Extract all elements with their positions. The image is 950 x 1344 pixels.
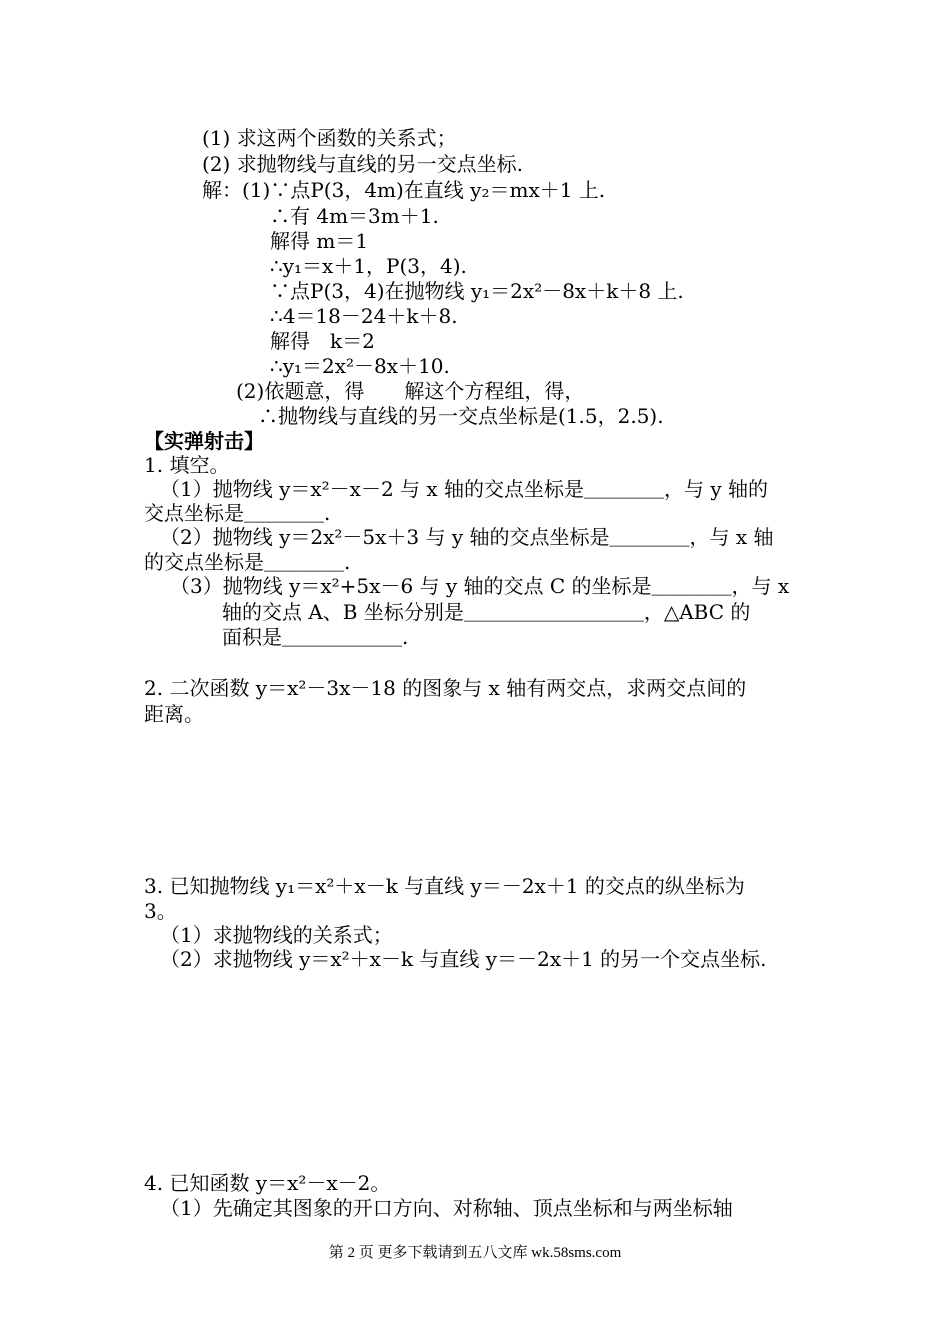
exercise-3-part-1: （1）求抛物线的关系式； (160, 923, 393, 947)
exercise-2-line-2: 距离。 (144, 702, 204, 726)
exercise-1-part-3-line-2: 轴的交点 A、B 坐标分别是＿＿＿＿＿＿＿＿＿，△ABC 的 (222, 600, 751, 624)
exercise-1-part-2-line-2: 的交点坐标是＿＿＿＿. (144, 550, 351, 574)
exercise-3-line-2: 3。 (144, 899, 177, 923)
exercise-2-line-1: 2. 二次函数 y＝x²－3x－18 的图象与 x 轴有两交点，求两交点间的 (144, 676, 747, 700)
solution-line-4: ∴y₁＝x＋1，P(3，4). (270, 254, 467, 278)
exercise-1-part-3-line-1: （3）抛物线 y＝x²+5x－6 与 y 轴的交点 C 的坐标是＿＿＿＿，与 x (170, 574, 790, 598)
exercise-1-title: 1. 填空。 (144, 453, 230, 477)
exercise-1-part-2-line-1: （2）抛物线 y＝2x²－5x＋3 与 y 轴的交点坐标是＿＿＿＿，与 x 轴 (160, 525, 774, 549)
question-2-line: (2) 求抛物线与直线的另一交点坐标. (202, 152, 524, 176)
solution-line-6: ∴4＝18－24＋k＋8. (270, 304, 458, 328)
solution-line-9: (2)依题意，得 解这个方程组，得， (236, 379, 585, 403)
exercise-3-line-1: 3. 已知抛物线 y₁＝x²＋x－k 与直线 y＝－2x＋1 的交点的纵坐标为 (144, 874, 745, 898)
solution-line-7: 解得 k＝2 (270, 329, 375, 353)
exercise-4-line-1: 4. 已知函数 y＝x²－x－2。 (144, 1171, 391, 1195)
solution-line-2: ∴有 4m＝3m＋1. (270, 204, 439, 228)
question-1-line: (1) 求这两个函数的关系式； (202, 126, 457, 150)
solution-line-5: ∵点P(3，4)在抛物线 y₁＝2x²－8x＋k＋8 上. (270, 279, 684, 303)
solution-line-1: 解：(1)∵点P(3，4m)在直线 y₂＝mx＋1 上. (202, 178, 606, 202)
exercise-1-part-1-line-2: 交点坐标是＿＿＿＿. (144, 501, 331, 525)
section-heading: 【实弹射击】 (144, 429, 264, 453)
exercise-4-part-1: （1）先确定其图象的开口方向、对称轴、顶点坐标和与两坐标轴 (160, 1196, 733, 1220)
solution-line-10: ∴抛物线与直线的另一交点坐标是(1.5，2.5). (258, 404, 664, 428)
exercise-1-part-3-line-3: 面积是＿＿＿＿＿＿. (222, 625, 409, 649)
solution-line-8: ∴y₁＝2x²－8x＋10. (270, 354, 450, 378)
page-footer: 第 2 页 更多下载请到五八文库 wk.58sms.com (328, 1245, 622, 1261)
solution-line-3: 解得 m＝1 (270, 229, 369, 253)
exercise-1-part-1-line-1: （1）抛物线 y＝x²－x－2 与 x 轴的交点坐标是＿＿＿＿，与 y 轴的 (160, 477, 769, 501)
exercise-3-part-2: （2）求抛物线 y＝x²＋x－k 与直线 y＝－2x＋1 的另一个交点坐标. (160, 947, 767, 971)
